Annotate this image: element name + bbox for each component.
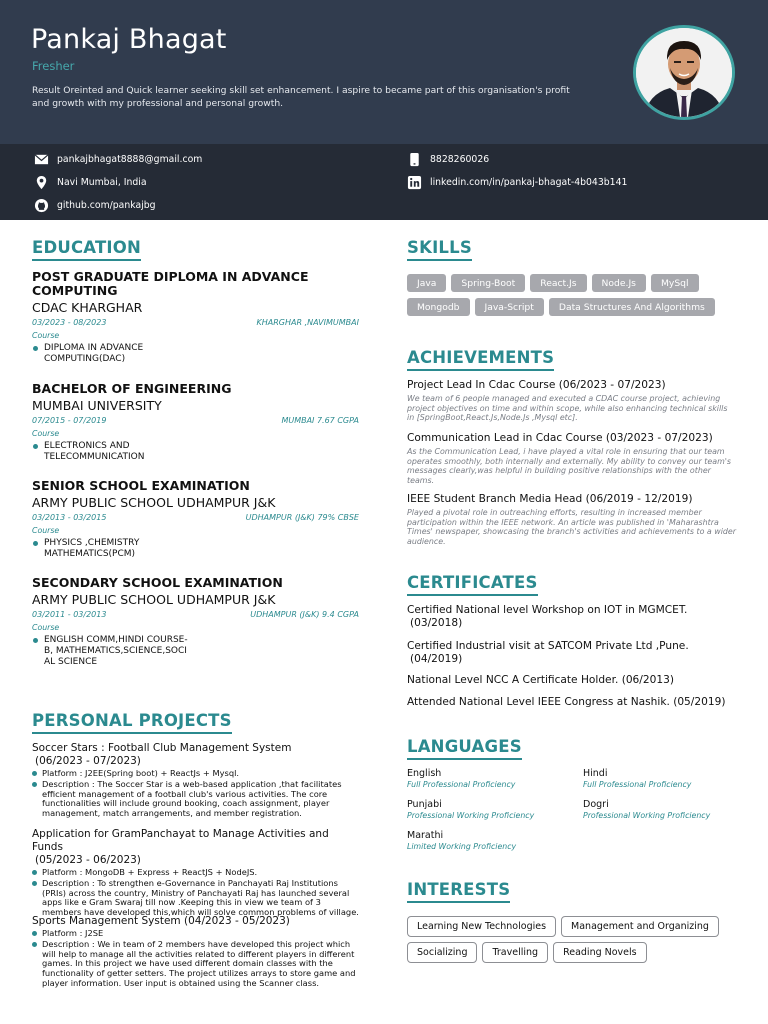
- education-institution: ARMY PUBLIC SCHOOL UDHAMPUR J&K: [32, 495, 276, 510]
- phone-text: 8828260026: [430, 154, 490, 165]
- language-level: Full Professional Proficiency: [583, 780, 692, 789]
- linkedin-icon: [407, 175, 422, 190]
- education-course: DIPLOMA IN ADVANCE COMPUTING(DAC): [32, 343, 182, 365]
- interest-tag: Socializing: [407, 942, 477, 963]
- language-name: Hindi: [583, 768, 608, 779]
- interests-list: [407, 916, 737, 963]
- language-name: Marathi: [407, 830, 444, 841]
- languages-heading: LANGUAGES: [407, 737, 522, 760]
- candidate-role: Fresher: [32, 59, 75, 73]
- achievement-title: Project Lead In Cdac Course (06/2023 - 07/2023): [407, 379, 666, 391]
- project-name: Sports Management System (04/2023 - 05/2023): [32, 915, 290, 927]
- avatar-illustration: [636, 28, 732, 117]
- email-text: pankajbhagat8888@gmail.com: [57, 154, 203, 165]
- education-degree: BACHELOR OF ENGINEERING: [32, 381, 232, 396]
- certificate-title: National Level NCC A Certificate Holder. (06/2013): [407, 674, 674, 686]
- skills-list: [407, 274, 737, 316]
- skills-heading: SKILLS: [407, 238, 472, 261]
- education-item-pg-diploma: [32, 270, 362, 365]
- education-dates: 03/2023 - 08/2023: [32, 318, 107, 327]
- education-meta: [32, 513, 359, 522]
- education-location: UDHAMPUR (J&K) 79% CBSE: [245, 513, 359, 522]
- education-degree: SENIOR SCHOOL EXAMINATION: [32, 478, 250, 493]
- certificate-title: Certified National level Workshop on IOT in MGMCET.: [407, 604, 688, 616]
- education-course-label: Course: [32, 429, 60, 438]
- achievement-item: [407, 432, 737, 485]
- location-text: Navi Mumbai, India: [57, 177, 147, 188]
- skill-tag: Data Structures And Algorithms: [549, 298, 715, 316]
- certificate-title: Certified Industrial visit at SATCOM Private Ltd ,Pune.: [407, 640, 689, 652]
- achievement-description: Played a pivotal role in outreaching efforts, resulting in increased member participation within the IEEE network. An article was published in 'Maharashtra Times' newspaper, showcasing the branch's activities and achievements to a wider audience.: [407, 508, 737, 546]
- language-level: Professional Working Proficiency: [583, 811, 711, 820]
- project-platform: Platform : J2SE: [32, 929, 362, 939]
- language-name: English: [407, 768, 442, 779]
- location-pin-icon: [34, 175, 49, 190]
- language-item: [583, 768, 691, 790]
- education-dates: 07/2015 - 07/2019: [32, 416, 107, 425]
- education-institution: MUMBAI UNIVERSITY: [32, 398, 162, 413]
- candidate-name: Pankaj Bhagat: [31, 24, 227, 55]
- achievement-title: IEEE Student Branch Media Head (06/2019 - 12/2019): [407, 493, 693, 505]
- contact-linkedin[interactable]: [407, 175, 627, 190]
- skill-tag: Java-Script: [475, 298, 544, 316]
- certificate-item: [407, 674, 747, 687]
- skill-tag: Spring-Boot: [451, 274, 525, 292]
- education-meta: [32, 610, 359, 619]
- skill-tag: Node.Js: [592, 274, 646, 292]
- project-platform: Platform : J2EE(Spring boot) + ReactJs + Mysql.: [32, 769, 362, 779]
- education-dates: 03/2013 - 03/2015: [32, 513, 107, 522]
- achievement-item: [407, 379, 737, 423]
- education-course: ELECTRONICS AND TELECOMMUNICATION: [32, 441, 182, 463]
- education-course: PHYSICS ,CHEMISTRY MATHEMATICS(PCM): [32, 538, 162, 560]
- contact-github[interactable]: [34, 198, 156, 213]
- resume-header: [0, 0, 768, 144]
- projects-heading: PERSONAL PROJECTS: [32, 711, 232, 734]
- education-location: KHARGHAR ,NAVIMUMBAI: [256, 318, 359, 327]
- contact-email[interactable]: [34, 152, 202, 167]
- profile-photo: [633, 25, 735, 120]
- achievement-title: Communication Lead in Cdac Course (03/2023 - 07/2023): [407, 432, 713, 444]
- education-location: UDHAMPUR (J&K) 9.4 CGPA: [250, 610, 359, 619]
- certificate-title: Attended National Level IEEE Congress at Nashik. (05/2019): [407, 696, 726, 708]
- project-description: Description : To strengthen e-Governance in Panchayati Raj Institutions (PRIs) across the country, Ministry of Panchayati Raj has launched several apps like e Gram Swaraj till now .Keeping this in view we team of 3 members have developed this,which will solve common problems of village.: [32, 879, 362, 918]
- interest-tag: Reading Novels: [553, 942, 647, 963]
- project-item-grampanchayat: [32, 828, 362, 918]
- certificate-item: [407, 696, 757, 709]
- skill-tag: React.Js: [530, 274, 586, 292]
- interest-tag: Learning New Technologies: [407, 916, 556, 937]
- project-name: Application for GramPanchayat to Manage Activities and Funds: [32, 828, 329, 853]
- education-course-label: Course: [32, 623, 60, 632]
- certificate-date: (04/2019): [410, 653, 463, 665]
- language-name: Punjabi: [407, 799, 442, 810]
- education-course: ENGLISH COMM,HINDI COURSE-B, MATHEMATICS,SCIENCE,SOCI AL SCIENCE: [32, 635, 188, 668]
- contact-bar: [0, 144, 768, 220]
- project-item-soccer-stars: [32, 742, 362, 819]
- education-heading: EDUCATION: [32, 238, 141, 261]
- education-item-senior-school: [32, 479, 362, 560]
- achievements-heading: ACHIEVEMENTS: [407, 348, 554, 371]
- education-location: MUMBAI 7.67 CGPA: [281, 416, 359, 425]
- language-level: Full Professional Proficiency: [407, 780, 516, 789]
- project-name: Soccer Stars : Football Club Management System: [32, 742, 292, 754]
- achievement-description: As the Communication Lead, i have played a vital role in ensuring that our team operates smoothly, both internally and externally. My ability to convey our team's messages clearly,was helpful in building positive relationships with the other teams.: [407, 447, 732, 485]
- project-platform: Platform : MongoDB + Express + ReactJS + NodeJS.: [32, 868, 362, 878]
- project-dates: (06/2023 - 07/2023): [35, 755, 141, 767]
- language-item: [407, 799, 534, 821]
- education-course-label: Course: [32, 526, 60, 535]
- contact-location: [34, 175, 147, 190]
- interest-tag: Management and Organizing: [561, 916, 719, 937]
- mail-icon: [34, 152, 49, 167]
- language-level: Professional Working Proficiency: [407, 811, 535, 820]
- phone-icon: [407, 152, 422, 167]
- linkedin-text: linkedin.com/in/pankaj-bhagat-4b043b141: [430, 177, 628, 188]
- language-level: Limited Working Proficiency: [407, 842, 517, 851]
- contact-phone[interactable]: [407, 152, 489, 167]
- certificates-heading: CERTIFICATES: [407, 573, 538, 596]
- project-item-sports-management: [32, 915, 362, 989]
- achievement-description: We team of 6 people managed and executed a CDAC course project, achieving project objectives on time and within scope, while also enhancing technical skills in [SpringBoot,React.Js,Node.Js ,Mysql etc].: [407, 394, 728, 422]
- project-description: Description : We in team of 2 members have developed this project which will help to manage all the activities related to different players in different games. In this project we have used different domain classes with the functionality of getter setters. The project utilizes arrays to store game and player information. User input is obtained using the Scanner class.: [32, 940, 362, 989]
- project-description: Description : The Soccer Star is a web-based application ,that facilitates efficient management of a football club's various activities. The core functionalities will include ground booking, coach assignment, player management, match arrangements, and member registration.: [32, 780, 362, 819]
- education-item-secondary-school: [32, 576, 362, 668]
- interests-heading: INTERESTS: [407, 880, 510, 903]
- education-course-label: Course: [32, 331, 60, 340]
- language-name: Dogri: [583, 799, 609, 810]
- language-item: [407, 768, 515, 790]
- language-item: [407, 830, 516, 852]
- education-meta: [32, 416, 359, 425]
- skill-tag: MySql: [651, 274, 699, 292]
- education-dates: 03/2011 - 03/2013: [32, 610, 107, 619]
- summary-text: Result Oreinted and Quick learner seeking skill set enhancement. I aspire to became part of this organisation's profit and growth with my professional and personal growth.: [32, 85, 570, 109]
- certificate-item: [407, 640, 737, 666]
- interest-tag: Travelling: [482, 942, 548, 963]
- education-institution: ARMY PUBLIC SCHOOL UDHAMPUR J&K: [32, 592, 276, 607]
- education-degree: POST GRADUATE DIPLOMA IN ADVANCE COMPUTING: [32, 269, 309, 298]
- achievement-item: [407, 493, 737, 546]
- github-icon: [34, 198, 49, 213]
- certificate-item: [407, 604, 737, 630]
- education-institution: CDAC KHARGHAR: [32, 300, 143, 315]
- education-meta: [32, 318, 359, 327]
- skill-tag: Mongodb: [407, 298, 470, 316]
- github-text: github.com/pankajbg: [57, 200, 156, 211]
- skill-tag: Java: [407, 274, 446, 292]
- education-item-be: [32, 382, 362, 463]
- project-dates: (05/2023 - 06/2023): [35, 854, 141, 866]
- certificate-date: (03/2018): [410, 617, 463, 629]
- language-item: [583, 799, 710, 821]
- education-degree: SECONDARY SCHOOL EXAMINATION: [32, 575, 283, 590]
